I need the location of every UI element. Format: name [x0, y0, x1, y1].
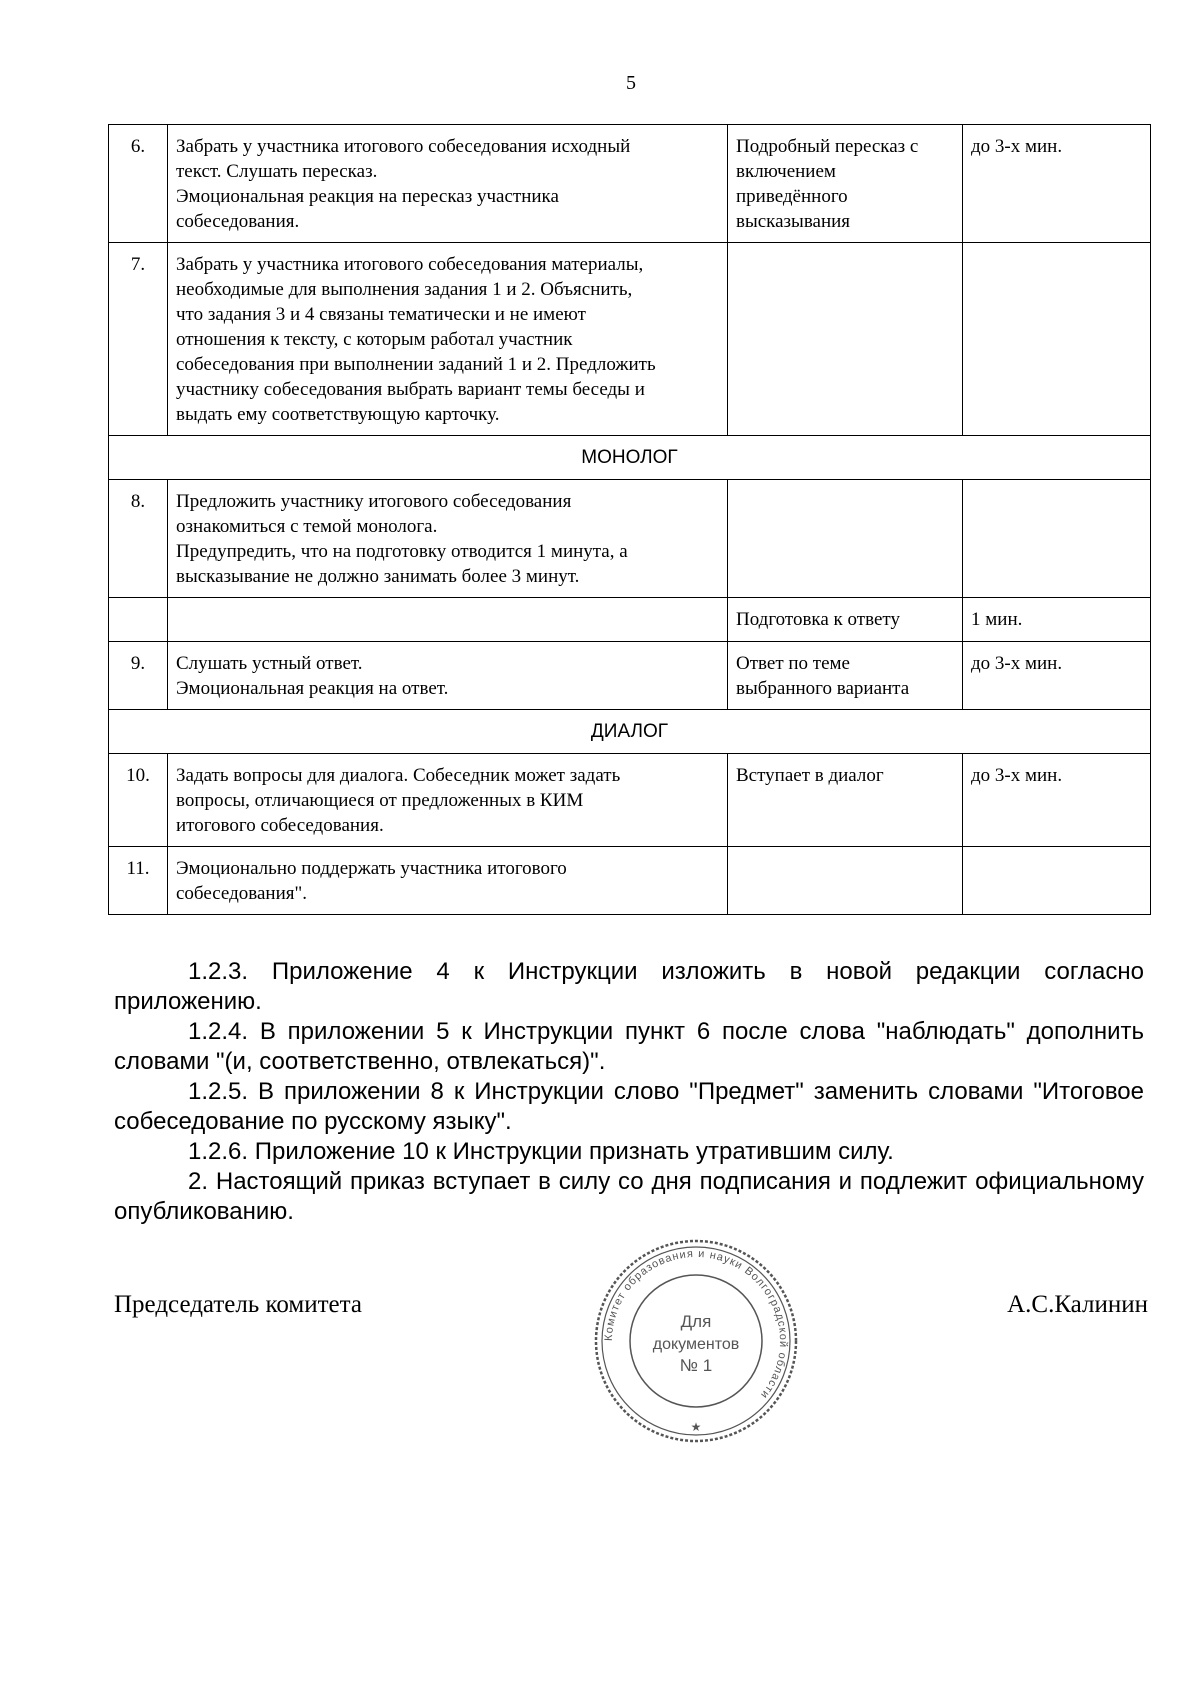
action-line: Задать вопросы для диалога. Собеседник может задать: [176, 765, 621, 786]
answer-line: Подробный пересказ с: [736, 136, 919, 157]
action-line: высказывание не должно занимать более 3 минут.: [176, 566, 580, 587]
action-line: Эмоциональная реакция на ответ.: [176, 678, 449, 699]
action-line: Слушать устный ответ.: [176, 653, 363, 674]
action-line: участнику собеседования выбрать вариант темы беседы и: [176, 379, 645, 400]
action-line: отношения к тексту, с которым работал участник: [176, 329, 573, 350]
time-cell: до 3-х мин.: [963, 754, 1151, 847]
action-line: ознакомиться с темой монолога.: [176, 516, 438, 537]
time-cell: [963, 847, 1151, 915]
time-cell: до 3-х мин.: [963, 125, 1151, 243]
action-line: вопросы, отличающиеся от предложенных в КИМ: [176, 790, 584, 811]
answer-cell: [728, 642, 963, 710]
answer-cell: [728, 754, 963, 847]
official-seal: [590, 1235, 802, 1447]
order-paragraph: 1.2.5. В приложении 8 к Инструкции слово "Предмет" заменить словами "Итоговое собеседование по русскому языку".: [114, 1078, 1144, 1135]
row-number: 10.: [109, 754, 168, 847]
action-line: Предложить участнику итогового собеседования: [176, 491, 572, 512]
action-cell: [168, 847, 728, 915]
table-row: [109, 125, 1151, 243]
seal-line-3: № 1: [679, 1356, 713, 1375]
page-number: 5: [626, 72, 636, 94]
action-line: Забрать у участника итогового собеседования исходный: [176, 136, 631, 157]
row-number: 11.: [109, 847, 168, 915]
answer-line: Вступает в диалог: [736, 765, 884, 786]
seal-line-1: Для: [680, 1312, 712, 1331]
answer-line: приведённого: [736, 186, 848, 207]
row-number: 6.: [109, 125, 168, 243]
seal-ring-text: Комитет образования и науки Волгоградской области: [602, 1247, 790, 1402]
action-cell: [168, 125, 728, 243]
action-line: Забрать у участника итогового собеседования материалы,: [176, 254, 644, 275]
answer-cell: [728, 598, 963, 642]
table-row: [109, 754, 1151, 847]
action-line: необходимые для выполнения задания 1 и 2. Объяснить,: [176, 279, 633, 300]
signatory-name: А.С.Калинин: [1007, 1291, 1148, 1318]
action-cell: [168, 598, 728, 642]
action-line: собеседования.: [176, 211, 300, 232]
time-cell: до 3-х мин.: [963, 642, 1151, 710]
seal-line-2: документов: [652, 1336, 740, 1353]
action-line: текст. Слушать пересказ.: [176, 161, 378, 182]
order-paragraphs: [114, 957, 1144, 1227]
table-row: [109, 847, 1151, 915]
table-row: [109, 598, 1151, 642]
action-cell: [168, 754, 728, 847]
answer-cell: [728, 480, 963, 598]
answer-cell: [728, 125, 963, 243]
order-paragraph: 2. Настоящий приказ вступает в силу со дня подписания и подлежит официальному опубликованию.: [114, 1168, 1144, 1225]
answer-line: высказывания: [736, 211, 851, 232]
action-line: собеседования при выполнении заданий 1 и 2. Предложить: [176, 354, 656, 375]
table-row: [109, 243, 1151, 436]
schedule-table: [108, 124, 1151, 915]
action-line: что задания 3 и 4 связаны тематически и не имеют: [176, 304, 586, 325]
action-cell: [168, 642, 728, 710]
time-cell: 1 мин.: [963, 598, 1151, 642]
action-cell: [168, 243, 728, 436]
section-row: [109, 710, 1151, 754]
row-number: 7.: [109, 243, 168, 436]
section-row: [109, 436, 1151, 480]
action-line: Предупредить, что на подготовку отводится 1 минута, а: [176, 541, 628, 562]
action-line: Эмоциональная реакция на пересказ участника: [176, 186, 559, 207]
action-line: Эмоционально поддержать участника итогового: [176, 858, 567, 879]
answer-line: Подготовка к ответу: [736, 609, 900, 630]
order-paragraph: 1.2.6. Приложение 10 к Инструкции признать утратившим силу.: [188, 1138, 894, 1165]
table-row: [109, 642, 1151, 710]
section-title: ДИАЛОГ: [109, 710, 1151, 754]
order-paragraph: 1.2.4. В приложении 5 к Инструкции пункт 6 после слова "наблюдать" дополнить словами "(и, соответственно, отвлекаться)".: [114, 1018, 1144, 1075]
answer-cell: [728, 243, 963, 436]
answer-line: включением: [736, 161, 836, 182]
answer-cell: [728, 847, 963, 915]
row-number: 8.: [109, 480, 168, 598]
time-cell: [963, 480, 1151, 598]
order-paragraph: 1.2.3. Приложение 4 к Инструкции изложить в новой редакции согласно приложению.: [114, 958, 1144, 1015]
section-title: МОНОЛОГ: [109, 436, 1151, 480]
row-number: 9.: [109, 642, 168, 710]
answer-line: выбранного варианта: [736, 678, 910, 699]
action-line: собеседования".: [176, 883, 308, 904]
action-line: выдать ему соответствующую карточку.: [176, 404, 500, 425]
table-row: [109, 480, 1151, 598]
action-cell: [168, 480, 728, 598]
time-cell: [963, 243, 1151, 436]
action-line: итогового собеседования.: [176, 815, 384, 836]
signatory-title: Председатель комитета: [114, 1291, 362, 1318]
row-number: [109, 598, 168, 642]
answer-line: Ответ по теме: [736, 653, 850, 674]
seal-star-icon: ★: [690, 1420, 702, 1434]
